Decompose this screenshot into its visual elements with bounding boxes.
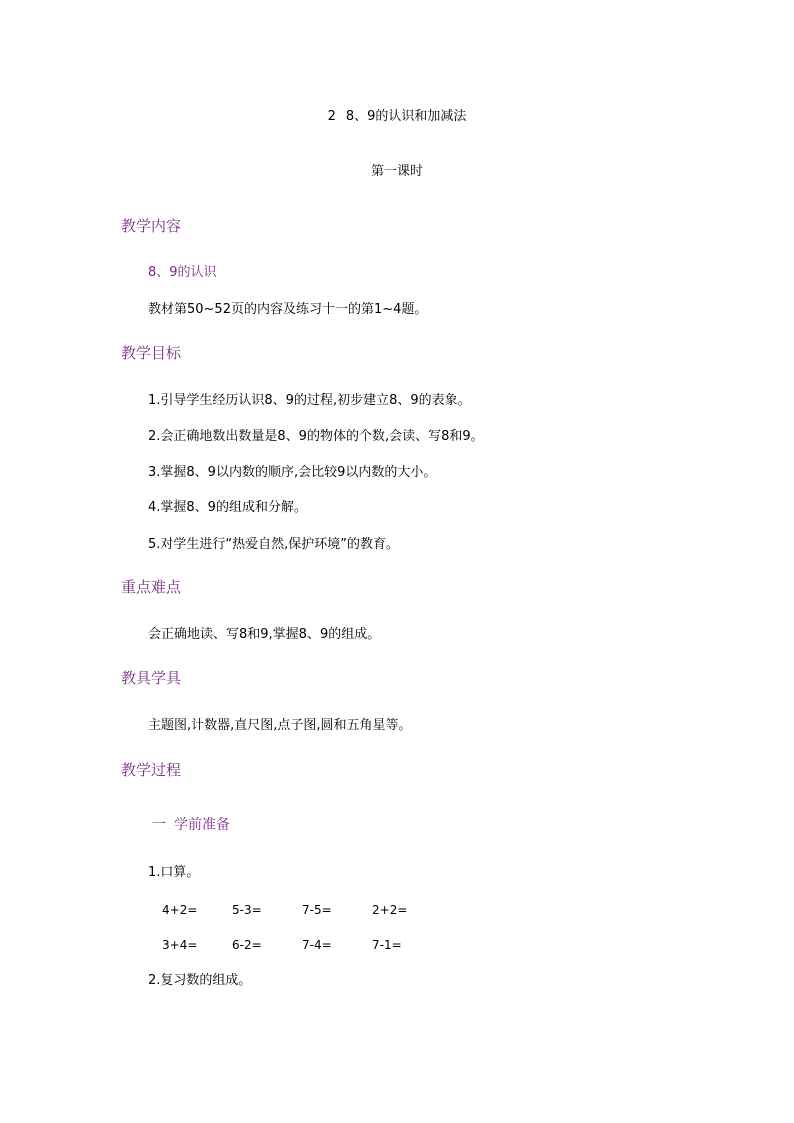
calc-cell: 7-5= — [302, 903, 332, 917]
calc-cell: 6-2= — [232, 938, 262, 952]
heading-materials: 教具学具 — [121, 669, 182, 687]
content-topic: 8、9的认识 — [148, 265, 217, 280]
heading-key-points: 重点难点 — [121, 578, 182, 596]
title-text: 8、9的认识和加减法 — [345, 109, 467, 124]
step-heading-preparation — [152, 816, 230, 834]
heading-teaching-content: 教学内容 — [121, 217, 182, 235]
calc-cell: 3+4= — [162, 938, 198, 952]
process-item-composition: 2.复习数的组成。 — [148, 973, 252, 988]
lesson-subtitle: 第一课时 — [370, 164, 423, 179]
content-line: 教材第50~52页的内容及练习十一的第1~4题。 — [148, 302, 428, 317]
calc-cell: 5-3= — [232, 903, 262, 917]
calc-cell: 4+2= — [162, 903, 198, 917]
document-title — [0, 109, 794, 125]
key-points-line: 会正确地读、写8和9,掌握8、9的组成。 — [148, 627, 381, 642]
objective-item: 4.掌握8、9的组成和分解。 — [148, 500, 307, 515]
heading-teaching-objectives: 教学目标 — [121, 344, 182, 362]
title-number: 2 — [327, 109, 336, 124]
calc-cell: 7-1= — [372, 938, 402, 952]
objective-item: 1.引导学生经历认识8、9的过程,初步建立8、9的表象。 — [148, 393, 471, 408]
objective-item: 3.掌握8、9以内数的顺序,会比较9以内数的大小。 — [148, 465, 437, 480]
heading-teaching-process: 教学过程 — [121, 761, 182, 779]
materials-line: 主题图,计数器,直尺图,点子图,圆和五角星等。 — [148, 718, 412, 733]
objective-item: 2.会正确地数出数量是8、9的物体的个数,会读、写8和9。 — [148, 429, 484, 444]
process-item-oral-calc: 1.口算。 — [148, 865, 200, 880]
step-number: 一 — [152, 817, 166, 833]
objective-item: 5.对学生进行“热爱自然,保护环境”的教育。 — [148, 537, 400, 552]
step-title: 学前准备 — [174, 817, 230, 833]
calc-cell: 2+2= — [372, 903, 408, 917]
calc-cell: 7-4= — [302, 938, 332, 952]
